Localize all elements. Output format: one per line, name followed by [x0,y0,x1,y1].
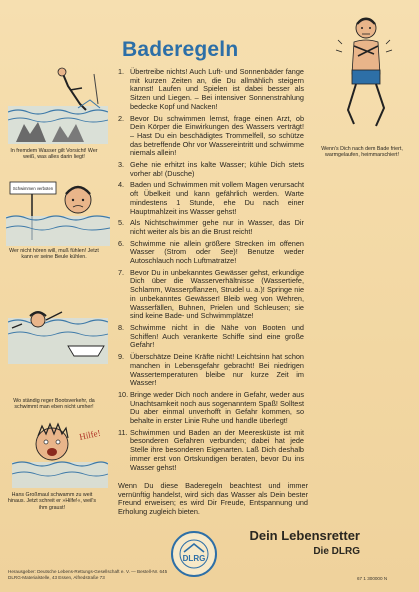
cold-caption: Wenn's Dich nach dem Bade friert, warmgelaufen, heimmarschiert! [321,146,403,159]
dlrg-logo [170,530,218,578]
diver-illustration [8,64,108,144]
rule-item: 1. Übertreibe nichts! Auch Luft- und Sonnenbäder fange mit kurzen Zeiten an, die Du allmählich steigern kannst! Laufen und Spielen ist dabei besser als Sitzen und Liegen. – Bei intensiver Sonnenstrahlung bedecke Kopf und Nacken! [118,67,304,111]
publisher-footer [8,569,167,581]
lifesaver-line2: Die DLRG [313,546,360,557]
shouting-caption: Hans Großmaul schwamm zu weit hinaus. Jetzt schreit er »Hilfe!«, weil's ihm graust! [7,492,97,511]
hilfe-label: Hilfe! [78,427,102,442]
rule-item: 2. Bevor Du schwimmen lernst, frage einen Arzt, ob Dein Körper die Einwirkungen des Wassers verträgt! – Hast Du ein beschädigtes Trommelfell, so schütze das betreffende Ohr vor Wassereintritt und schwimme niemals allein! [118,113,304,158]
diver-caption: In fremdem Wasser gilt Vorsicht! Wer weiß, was alles darin liegt! [10,148,98,161]
lifesaver-block [230,528,360,557]
rule-item: 6. Schwimme nie allein größere Strecken im offenen Wasser (Strom oder See)! Benutze weder Autoschlauch noch Luftmatratze! [118,238,304,266]
rules-list [118,68,304,475]
rule-item: 3. Gehe nie erhitzt ins kalte Wasser; kühle Dich stets vorher ab! (Dusche) [118,160,304,178]
rule-item: 8. Schwimme nicht in die Nähe von Booten und Schiffen! Auch verankerte Schiffe sind eine große Gefahr! [118,322,304,350]
footer-line2: DLRG-Materialstelle, 43 Essen, Alfredstraße 73 [8,575,105,580]
boat-swimmer-illustration [8,294,108,364]
lifesaver-line1: Dein Lebensretter [249,528,360,543]
sign-label: Schwimmen verboten [12,186,54,191]
rule-item: 4. Baden und Schwimmen mit vollem Magen verursacht oft Übelkeit und kann gefährlich werden. Warte mindestens 1 Stunde, ehe Du nach einer Hauptmahlzeit ins Wasser gehst! [118,180,304,216]
page-title: Baderegeln [122,38,239,61]
shouting-swimmer-illustration [12,418,108,488]
rule-item: 5. Als Nichtschwimmer gehe nur in Wasser, das Dir nicht weiter als bis an die Brust reicht! [118,218,304,236]
rule-item: 7. Bevor Du in unbekanntes Gewässer gehst, erkundige Dich über die Wasserverhältnisse (Wassertiefe, Schlamm, Wasserpflanzen, Strudel u. a.)! Springe nie in unbekanntes Gewässer! Bleib weg von Wehren, Wasserfällen, Buhnen, Prielen und Schleusen; sie sind keine Bade- und Schwimmplätze! [118,267,304,321]
swimmer-sign-caption: Wer nicht hören will, muß fühlen! Jetzt kann er seine Beule kühlen. [9,248,99,261]
footer-code: 67 1 300000 N [357,576,388,581]
rule-item: 9. Überschätze Deine Kräfte nicht! Leichtsinn hat schon manchen in Lebensgefahr gebracht! Bei niedrigen Wassertemperaturen bleibe nur kurze Zeit im Wasser! [118,352,304,388]
footer-line1: Herausgeber: Deutsche Lebens-Rettungs-Gesellschaft e. V. — Bestell-Nr. 645 [8,569,168,574]
cold-bather-illustration [318,10,410,140]
rule-item: 11. Schwimmen und Baden an der Meeresküste ist mit besonderen Gefahren verbunden; dabei hat jede Stelle ihre besonderen Eigenarten. Laß Dich deshalb immer erst von Ortskundigen beraten, bevor Du ins Wasser gehst! [118,427,304,472]
logo-text: DLRG [182,554,206,563]
rule-item: 10. Bringe weder Dich noch andere in Gefahr, weder aus Unachtsamkeit noch aus sogenanntem Spaß! Solltest Du aber einmal unverhofft in Gefahr kommen, so behalte in erster Linie Ruhe und handle überlegt! [118,389,304,426]
swimmer-sign-illustration [6,170,110,246]
boat-caption: Wo ständig reger Bootsverkehr, da schwimmt man eben nicht umher! [13,398,95,411]
closing-paragraph: Wenn Du diese Baderegeln beachtest und immer vernünftig handelst, wird sich das Wasser als Dein bester Freund erweisen; es wird Dir Freude, Entspannung und Erholung zugleich bieten. [118,481,308,517]
